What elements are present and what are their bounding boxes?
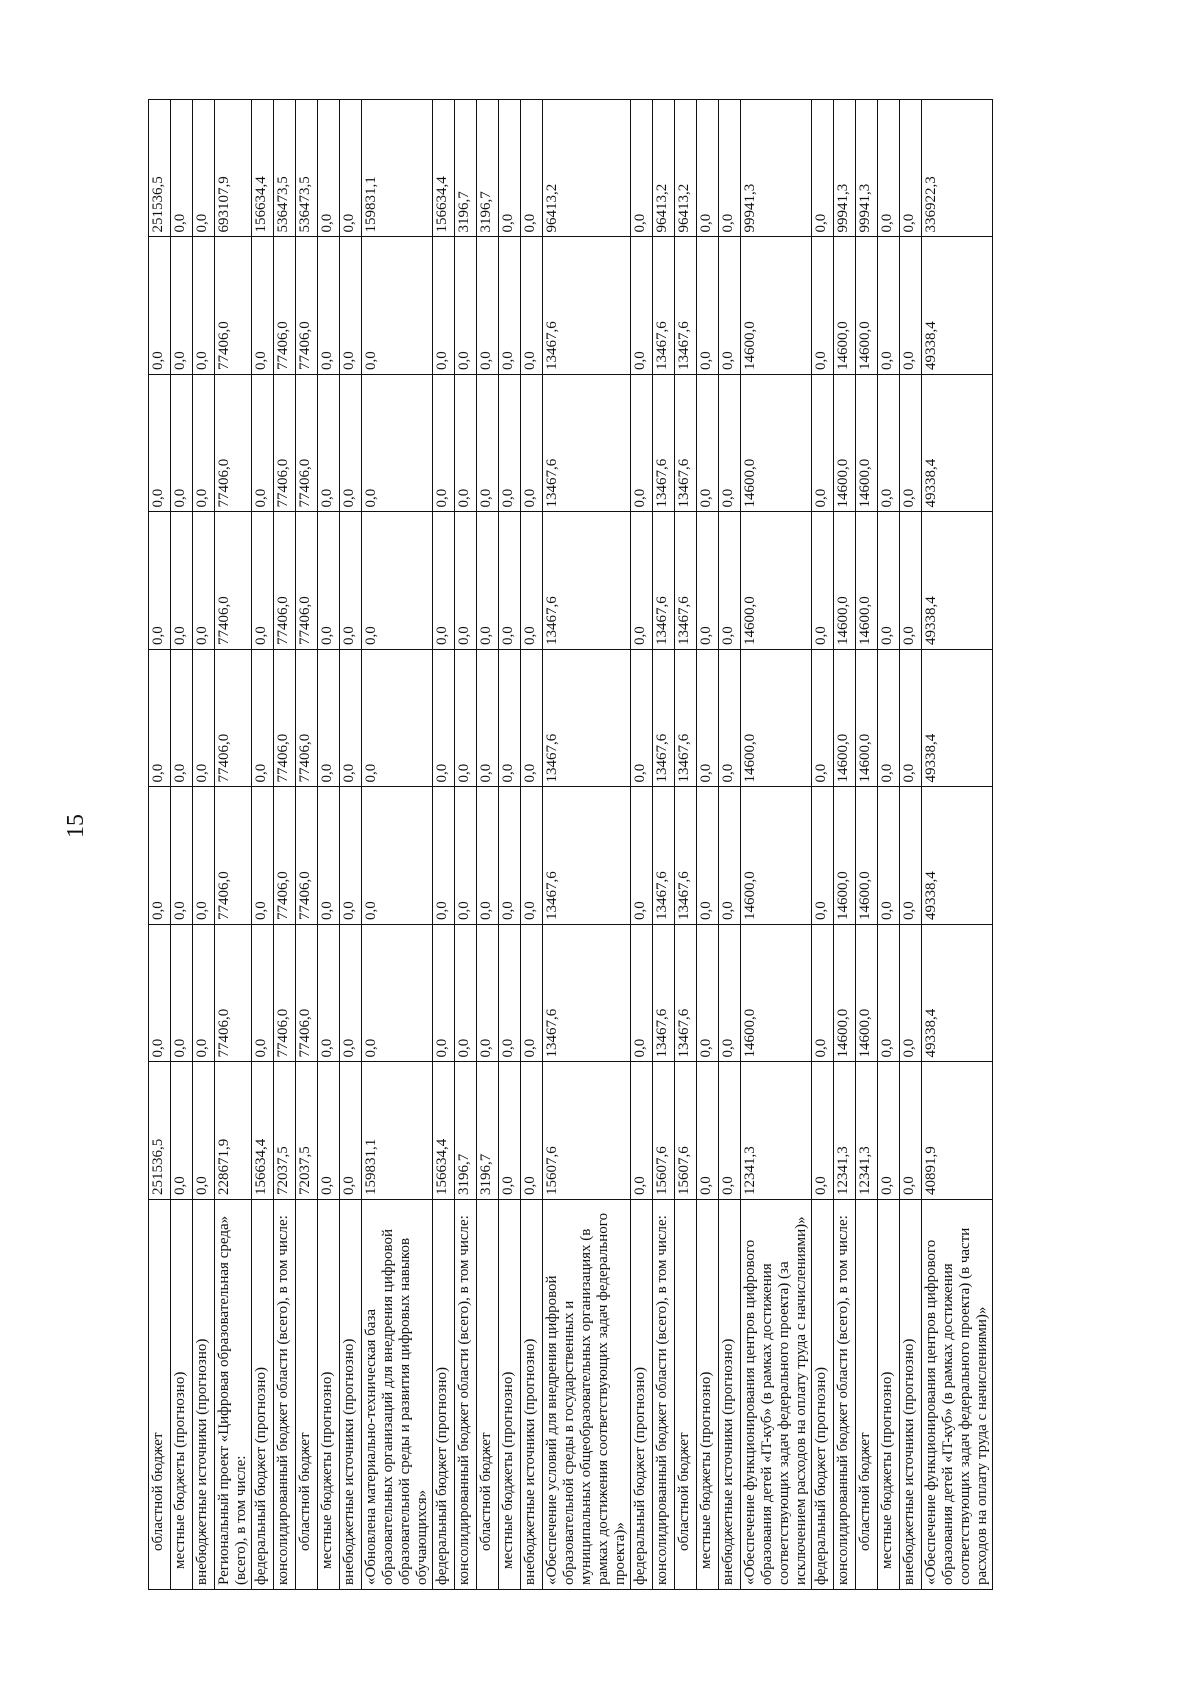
cell-value: 0,0 bbox=[252, 375, 274, 513]
cell-total: 536473,5 bbox=[296, 100, 318, 238]
cell-value: 14600,0 bbox=[856, 512, 878, 650]
cell-value: 0,0 bbox=[900, 375, 922, 513]
cell-value: 77406,0 bbox=[296, 375, 318, 513]
cell-value: 13467,6 bbox=[543, 237, 631, 375]
cell-value: 0,0 bbox=[252, 512, 274, 650]
cell-value: 0,0 bbox=[340, 512, 362, 650]
cell-value: 14600,0 bbox=[741, 925, 812, 1063]
row-label: местные бюджеты (прогнозно) bbox=[697, 1200, 719, 1590]
cell-value: 0,0 bbox=[171, 1062, 193, 1200]
cell-value: 0,0 bbox=[900, 925, 922, 1063]
cell-value: 0,0 bbox=[362, 512, 433, 650]
cell-value: 0,0 bbox=[362, 375, 433, 513]
table-row bbox=[922, 100, 993, 1590]
cell-value: 0,0 bbox=[812, 925, 834, 1063]
budget-table-body bbox=[149, 100, 993, 1590]
cell-value: 13467,6 bbox=[675, 237, 697, 375]
table-row bbox=[149, 100, 171, 1590]
cell-value: 0,0 bbox=[149, 650, 171, 788]
row-label: областной бюджет bbox=[149, 1200, 171, 1590]
cell-value: 0,0 bbox=[499, 787, 521, 925]
cell-value: 0,0 bbox=[631, 650, 653, 788]
cell-value: 0,0 bbox=[171, 512, 193, 650]
cell-value: 0,0 bbox=[362, 925, 433, 1063]
cell-total: 0,0 bbox=[719, 100, 741, 238]
cell-total: 96413,2 bbox=[653, 100, 675, 238]
table-row bbox=[477, 100, 499, 1590]
cell-value: 0,0 bbox=[812, 787, 834, 925]
table-row bbox=[878, 100, 900, 1590]
cell-value: 0,0 bbox=[318, 512, 340, 650]
cell-total: 336922,3 bbox=[922, 100, 993, 238]
cell-total: 0,0 bbox=[521, 100, 543, 238]
cell-value: 0,0 bbox=[477, 925, 499, 1063]
cell-total: 251536,5 bbox=[149, 100, 171, 238]
cell-value: 13467,6 bbox=[675, 650, 697, 788]
table-row bbox=[812, 100, 834, 1590]
cell-value: 0,0 bbox=[697, 650, 719, 788]
cell-value: 0,0 bbox=[433, 787, 455, 925]
row-label: «Обеспечение функционирования центров цифрового образования детей «IT-куб» (в рамках достижения соответствующих задач федерального проекта) (в части расходов на оплату труда с начислениями)» bbox=[922, 1200, 993, 1590]
cell-value: 0,0 bbox=[631, 787, 653, 925]
cell-value: 14600,0 bbox=[856, 650, 878, 788]
cell-total: 693107,9 bbox=[215, 100, 252, 238]
row-label: «Обеспечение функционирования центров цифрового образования детей «IT-куб» (в рамках достижения соответствующих задач федерального проекта) (за исключением расходов на оплату труда с начислениями)» bbox=[741, 1200, 812, 1590]
cell-value: 77406,0 bbox=[215, 925, 252, 1063]
cell-value: 0,0 bbox=[631, 925, 653, 1063]
cell-value: 77406,0 bbox=[274, 787, 296, 925]
cell-value: 0,0 bbox=[318, 650, 340, 788]
table-row bbox=[675, 100, 697, 1590]
cell-value: 0,0 bbox=[878, 237, 900, 375]
cell-value: 0,0 bbox=[878, 375, 900, 513]
table-row bbox=[900, 100, 922, 1590]
cell-value: 77406,0 bbox=[274, 237, 296, 375]
cell-value: 0,0 bbox=[719, 787, 741, 925]
row-label: местные бюджеты (прогнозно) bbox=[318, 1200, 340, 1590]
cell-value: 13467,6 bbox=[653, 512, 675, 650]
cell-value: 228671,9 bbox=[215, 1062, 252, 1200]
cell-total: 0,0 bbox=[171, 100, 193, 238]
cell-value: 49338,4 bbox=[922, 925, 993, 1063]
table-row bbox=[193, 100, 215, 1590]
cell-value: 0,0 bbox=[878, 787, 900, 925]
cell-value: 0,0 bbox=[900, 650, 922, 788]
table-row bbox=[741, 100, 812, 1590]
cell-value: 0,0 bbox=[252, 787, 274, 925]
cell-value: 13467,6 bbox=[543, 925, 631, 1063]
cell-value: 0,0 bbox=[362, 650, 433, 788]
table-row bbox=[543, 100, 631, 1590]
cell-value: 0,0 bbox=[697, 1062, 719, 1200]
cell-value: 15607,6 bbox=[675, 1062, 697, 1200]
cell-value: 0,0 bbox=[340, 375, 362, 513]
cell-value: 0,0 bbox=[878, 512, 900, 650]
table-row bbox=[296, 100, 318, 1590]
cell-total: 3196,7 bbox=[455, 100, 477, 238]
table-row bbox=[719, 100, 741, 1590]
cell-value: 0,0 bbox=[631, 375, 653, 513]
cell-value: 13467,6 bbox=[543, 787, 631, 925]
table-row bbox=[252, 100, 274, 1590]
cell-value: 0,0 bbox=[719, 650, 741, 788]
cell-value: 0,0 bbox=[433, 925, 455, 1063]
cell-value: 77406,0 bbox=[296, 787, 318, 925]
cell-value: 0,0 bbox=[318, 1062, 340, 1200]
row-label: областной бюджет bbox=[675, 1200, 697, 1590]
cell-value: 0,0 bbox=[521, 925, 543, 1063]
cell-value: 0,0 bbox=[149, 237, 171, 375]
table-row bbox=[834, 100, 856, 1590]
cell-value: 77406,0 bbox=[296, 650, 318, 788]
cell-value: 14600,0 bbox=[834, 650, 856, 788]
cell-value: 49338,4 bbox=[922, 787, 993, 925]
table-row bbox=[653, 100, 675, 1590]
table-row bbox=[274, 100, 296, 1590]
cell-value: 12341,3 bbox=[834, 1062, 856, 1200]
budget-table bbox=[148, 99, 993, 1590]
cell-value: 49338,4 bbox=[922, 375, 993, 513]
cell-value: 0,0 bbox=[433, 375, 455, 513]
row-label: Региональный проект «Цифровая образовательная среда» (всего), в том числе: bbox=[215, 1200, 252, 1590]
cell-value: 0,0 bbox=[878, 650, 900, 788]
cell-value: 0,0 bbox=[521, 375, 543, 513]
cell-value: 0,0 bbox=[455, 237, 477, 375]
cell-value: 0,0 bbox=[812, 650, 834, 788]
cell-value: 0,0 bbox=[499, 650, 521, 788]
cell-value: 0,0 bbox=[878, 925, 900, 1063]
cell-value: 14600,0 bbox=[834, 237, 856, 375]
row-label: консолидированный бюджет области (всего), в том числе: bbox=[834, 1200, 856, 1590]
cell-value: 0,0 bbox=[477, 512, 499, 650]
cell-total: 96413,2 bbox=[543, 100, 631, 238]
cell-value: 77406,0 bbox=[296, 237, 318, 375]
table-row bbox=[362, 100, 433, 1590]
cell-value: 0,0 bbox=[499, 237, 521, 375]
cell-value: 0,0 bbox=[697, 375, 719, 513]
cell-value: 0,0 bbox=[499, 375, 521, 513]
cell-value: 77406,0 bbox=[215, 650, 252, 788]
cell-value: 0,0 bbox=[149, 375, 171, 513]
cell-value: 14600,0 bbox=[834, 925, 856, 1063]
cell-value: 0,0 bbox=[477, 787, 499, 925]
cell-total: 0,0 bbox=[631, 100, 653, 238]
cell-value: 72037,5 bbox=[274, 1062, 296, 1200]
cell-value: 0,0 bbox=[521, 237, 543, 375]
cell-value: 0,0 bbox=[362, 787, 433, 925]
cell-value: 40891,9 bbox=[922, 1062, 993, 1200]
cell-value: 14600,0 bbox=[856, 237, 878, 375]
cell-total: 159831,1 bbox=[362, 100, 433, 238]
cell-value: 0,0 bbox=[455, 512, 477, 650]
cell-value: 0,0 bbox=[433, 650, 455, 788]
cell-value: 0,0 bbox=[719, 1062, 741, 1200]
cell-value: 13467,6 bbox=[543, 375, 631, 513]
cell-value: 0,0 bbox=[193, 1062, 215, 1200]
row-label: «Обеспечение условий для внедрения цифровой образовательной среды в государственных и муниципальных общеобразовательных организациях (в рамках достижения соответствующих задач федерального проекта)» bbox=[543, 1200, 631, 1590]
cell-value: 77406,0 bbox=[215, 512, 252, 650]
cell-value: 0,0 bbox=[631, 512, 653, 650]
cell-value: 0,0 bbox=[318, 787, 340, 925]
cell-value: 0,0 bbox=[812, 512, 834, 650]
row-label: внебюджетные источники (прогнозно) bbox=[521, 1200, 543, 1590]
cell-value: 0,0 bbox=[499, 925, 521, 1063]
cell-value: 14600,0 bbox=[834, 512, 856, 650]
cell-value: 77406,0 bbox=[296, 512, 318, 650]
row-label: местные бюджеты (прогнозно) bbox=[171, 1200, 193, 1590]
cell-value: 0,0 bbox=[433, 512, 455, 650]
cell-value: 77406,0 bbox=[274, 650, 296, 788]
cell-value: 77406,0 bbox=[215, 375, 252, 513]
cell-value: 13467,6 bbox=[675, 787, 697, 925]
table-row bbox=[455, 100, 477, 1590]
row-label: федеральный бюджет (прогнозно) bbox=[433, 1200, 455, 1590]
cell-value: 14600,0 bbox=[741, 650, 812, 788]
cell-value: 3196,7 bbox=[477, 1062, 499, 1200]
row-label: федеральный бюджет (прогнозно) bbox=[631, 1200, 653, 1590]
cell-value: 0,0 bbox=[719, 237, 741, 375]
row-label: консолидированный бюджет области (всего), в том числе: bbox=[455, 1200, 477, 1590]
cell-value: 0,0 bbox=[697, 237, 719, 375]
row-label: внебюджетные источники (прогнозно) bbox=[719, 1200, 741, 1590]
cell-total: 99941,3 bbox=[741, 100, 812, 238]
cell-value: 0,0 bbox=[362, 237, 433, 375]
cell-value: 13467,6 bbox=[653, 650, 675, 788]
cell-value: 0,0 bbox=[900, 512, 922, 650]
table-row bbox=[631, 100, 653, 1590]
cell-value: 156634,4 bbox=[252, 1062, 274, 1200]
cell-value: 0,0 bbox=[521, 1062, 543, 1200]
cell-value: 0,0 bbox=[340, 787, 362, 925]
row-label: областной бюджет bbox=[296, 1200, 318, 1590]
cell-value: 12341,3 bbox=[856, 1062, 878, 1200]
cell-value: 3196,7 bbox=[455, 1062, 477, 1200]
row-label: областной бюджет bbox=[856, 1200, 878, 1590]
cell-value: 0,0 bbox=[193, 375, 215, 513]
cell-value: 0,0 bbox=[812, 375, 834, 513]
cell-value: 0,0 bbox=[252, 650, 274, 788]
cell-value: 0,0 bbox=[455, 925, 477, 1063]
cell-value: 12341,3 bbox=[741, 1062, 812, 1200]
cell-value: 0,0 bbox=[900, 787, 922, 925]
cell-value: 0,0 bbox=[318, 375, 340, 513]
cell-total: 0,0 bbox=[697, 100, 719, 238]
cell-value: 13467,6 bbox=[653, 237, 675, 375]
table-row bbox=[697, 100, 719, 1590]
cell-value: 14600,0 bbox=[741, 237, 812, 375]
row-label: внебюджетные источники (прогнозно) bbox=[340, 1200, 362, 1590]
cell-value: 0,0 bbox=[340, 1062, 362, 1200]
cell-value: 0,0 bbox=[521, 787, 543, 925]
cell-value: 0,0 bbox=[149, 512, 171, 650]
cell-value: 0,0 bbox=[697, 512, 719, 650]
cell-value: 77406,0 bbox=[274, 512, 296, 650]
cell-value: 0,0 bbox=[812, 1062, 834, 1200]
row-label: федеральный бюджет (прогнозно) bbox=[812, 1200, 834, 1590]
cell-value: 13467,6 bbox=[543, 650, 631, 788]
table-row bbox=[499, 100, 521, 1590]
table-row bbox=[215, 100, 252, 1590]
table-row bbox=[521, 100, 543, 1590]
cell-value: 0,0 bbox=[900, 237, 922, 375]
cell-value: 0,0 bbox=[719, 375, 741, 513]
cell-value: 0,0 bbox=[433, 237, 455, 375]
cell-total: 3196,7 bbox=[477, 100, 499, 238]
cell-value: 15607,6 bbox=[543, 1062, 631, 1200]
cell-value: 14600,0 bbox=[856, 925, 878, 1063]
cell-value: 251536,5 bbox=[149, 1062, 171, 1200]
rotated-table-container bbox=[148, 100, 1028, 1590]
cell-value: 13467,6 bbox=[543, 512, 631, 650]
cell-value: 0,0 bbox=[477, 237, 499, 375]
cell-value: 0,0 bbox=[340, 650, 362, 788]
cell-value: 14600,0 bbox=[741, 787, 812, 925]
cell-value: 77406,0 bbox=[215, 237, 252, 375]
cell-value: 14600,0 bbox=[856, 375, 878, 513]
cell-value: 0,0 bbox=[193, 512, 215, 650]
cell-total: 0,0 bbox=[499, 100, 521, 238]
cell-value: 49338,4 bbox=[922, 237, 993, 375]
cell-value: 14600,0 bbox=[834, 787, 856, 925]
cell-value: 0,0 bbox=[171, 375, 193, 513]
cell-value: 0,0 bbox=[499, 1062, 521, 1200]
cell-value: 77406,0 bbox=[215, 787, 252, 925]
cell-total: 0,0 bbox=[318, 100, 340, 238]
cell-value: 0,0 bbox=[521, 512, 543, 650]
table-row bbox=[171, 100, 193, 1590]
row-label: внебюджетные источники (прогнозно) bbox=[900, 1200, 922, 1590]
row-label: внебюджетные источники (прогнозно) bbox=[193, 1200, 215, 1590]
row-label: областной бюджет bbox=[477, 1200, 499, 1590]
cell-value: 77406,0 bbox=[274, 375, 296, 513]
cell-value: 0,0 bbox=[900, 1062, 922, 1200]
cell-value: 13467,6 bbox=[653, 787, 675, 925]
cell-total: 0,0 bbox=[193, 100, 215, 238]
cell-value: 14600,0 bbox=[741, 512, 812, 650]
cell-total: 0,0 bbox=[812, 100, 834, 238]
cell-value: 0,0 bbox=[477, 650, 499, 788]
cell-value: 0,0 bbox=[878, 1062, 900, 1200]
cell-value: 0,0 bbox=[719, 512, 741, 650]
cell-value: 0,0 bbox=[631, 237, 653, 375]
cell-value: 0,0 bbox=[340, 237, 362, 375]
cell-total: 0,0 bbox=[878, 100, 900, 238]
cell-value: 13467,6 bbox=[675, 512, 697, 650]
cell-value: 14600,0 bbox=[856, 787, 878, 925]
cell-value: 0,0 bbox=[193, 925, 215, 1063]
row-label: местные бюджеты (прогнозно) bbox=[499, 1200, 521, 1590]
cell-value: 0,0 bbox=[521, 650, 543, 788]
table-row bbox=[856, 100, 878, 1590]
row-label: местные бюджеты (прогнозно) bbox=[878, 1200, 900, 1590]
cell-value: 49338,4 bbox=[922, 512, 993, 650]
cell-value: 0,0 bbox=[193, 787, 215, 925]
cell-total: 99941,3 bbox=[834, 100, 856, 238]
cell-value: 0,0 bbox=[252, 237, 274, 375]
cell-value: 0,0 bbox=[477, 375, 499, 513]
cell-value: 0,0 bbox=[171, 787, 193, 925]
cell-value: 0,0 bbox=[697, 925, 719, 1063]
cell-total: 156634,4 bbox=[433, 100, 455, 238]
cell-value: 0,0 bbox=[340, 925, 362, 1063]
cell-value: 77406,0 bbox=[296, 925, 318, 1063]
cell-value: 0,0 bbox=[171, 650, 193, 788]
cell-total: 536473,5 bbox=[274, 100, 296, 238]
cell-value: 77406,0 bbox=[274, 925, 296, 1063]
cell-value: 0,0 bbox=[499, 512, 521, 650]
row-label: федеральный бюджет (прогнозно) bbox=[252, 1200, 274, 1590]
cell-value: 13467,6 bbox=[675, 925, 697, 1063]
cell-value: 0,0 bbox=[193, 650, 215, 788]
cell-value: 13467,6 bbox=[653, 925, 675, 1063]
cell-value: 0,0 bbox=[719, 925, 741, 1063]
cell-value: 0,0 bbox=[318, 925, 340, 1063]
cell-value: 0,0 bbox=[631, 1062, 653, 1200]
cell-value: 13467,6 bbox=[675, 375, 697, 513]
cell-value: 0,0 bbox=[149, 925, 171, 1063]
table-row bbox=[318, 100, 340, 1590]
cell-value: 159831,1 bbox=[362, 1062, 433, 1200]
cell-value: 0,0 bbox=[149, 787, 171, 925]
cell-total: 96413,2 bbox=[675, 100, 697, 238]
cell-value: 15607,6 bbox=[653, 1062, 675, 1200]
cell-total: 0,0 bbox=[900, 100, 922, 238]
cell-value: 0,0 bbox=[812, 237, 834, 375]
cell-value: 13467,6 bbox=[653, 375, 675, 513]
cell-value: 14600,0 bbox=[834, 375, 856, 513]
cell-value: 0,0 bbox=[171, 237, 193, 375]
cell-value: 0,0 bbox=[252, 925, 274, 1063]
table-row bbox=[340, 100, 362, 1590]
row-label: консолидированный бюджет области (всего), в том числе: bbox=[274, 1200, 296, 1590]
cell-value: 49338,4 bbox=[922, 650, 993, 788]
row-label: консолидированный бюджет области (всего), в том числе: bbox=[653, 1200, 675, 1590]
cell-value: 156634,4 bbox=[433, 1062, 455, 1200]
cell-value: 0,0 bbox=[455, 375, 477, 513]
cell-value: 0,0 bbox=[171, 925, 193, 1063]
cell-value: 0,0 bbox=[193, 237, 215, 375]
cell-total: 99941,3 bbox=[856, 100, 878, 238]
table-row bbox=[433, 100, 455, 1590]
page-number: 15 bbox=[63, 814, 89, 838]
cell-value: 0,0 bbox=[455, 787, 477, 925]
row-label: «Обновлена материально-техническая база образовательных организаций для внедрения цифровой образовательной среды и развития цифровых навыков обучающихся» bbox=[362, 1200, 433, 1590]
cell-value: 14600,0 bbox=[741, 375, 812, 513]
cell-value: 0,0 bbox=[318, 237, 340, 375]
cell-total: 0,0 bbox=[340, 100, 362, 238]
cell-value: 72037,5 bbox=[296, 1062, 318, 1200]
cell-value: 0,0 bbox=[455, 650, 477, 788]
cell-value: 0,0 bbox=[697, 787, 719, 925]
cell-total: 156634,4 bbox=[252, 100, 274, 238]
